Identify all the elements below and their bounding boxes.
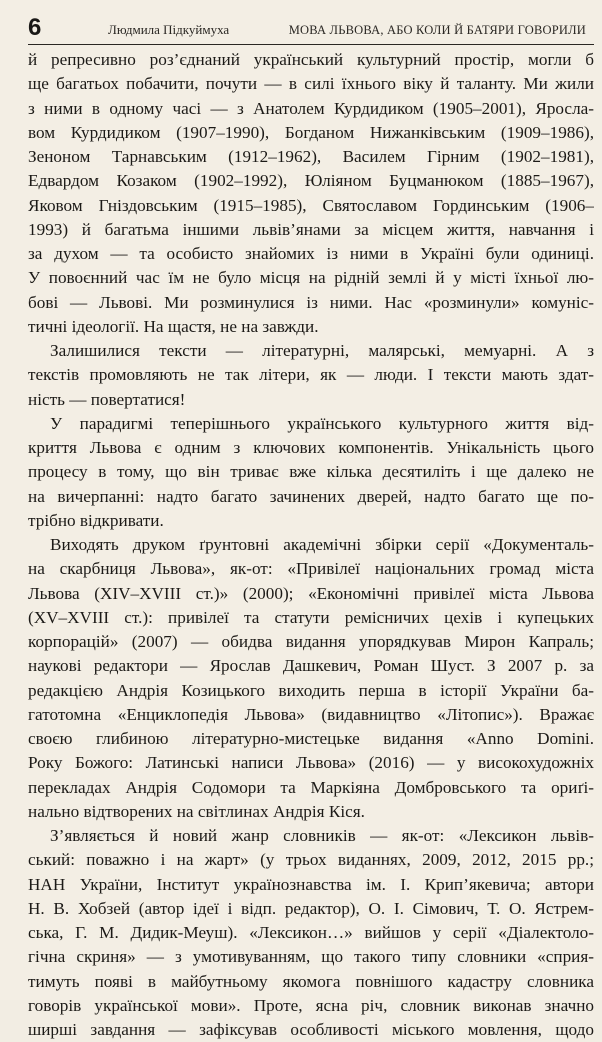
text-line: Виходять друком ґрунтовні академічні збірки серії «Документаль- [50,535,594,554]
text-line: з ними в одному часі — з Анатолем Курдидиком (1905–2001), Яросла- [28,98,594,118]
text-line: тимуть появі в майбутньому якомога повнішого кадастру словника [28,971,594,991]
text-line: наукові редактори — Ярослав Дашкевич, Роман Шуст. З 2007 р. за [28,656,594,676]
text-line: ність — повертатися! [28,389,186,409]
text-line: за духом — та особисто знайомих із ними в Україні були одиниці. [28,244,594,263]
text-line: текстів промовляють не так літери, як — люди. І тексти мають здат- [28,365,594,385]
text-line: Н. В. Хобзей (автор ідеї і відп. редактор), О. І. Сімович, Т. О. Ястрем- [28,898,594,918]
text-line: У парадигмі теперішнього українського культурного життя від- [50,413,594,433]
text-line: бові — Львові. Ми розминулися із ними. Нас «розминули» комуніс- [28,292,594,312]
text-line: перекладах Андрія Содомори та Маркіяна Домбровського та ориґі- [28,777,594,797]
body-text [28,48,594,1042]
text-line: корпорацій» (2007) — обидва видання упорядкував Мирон Капраль; [28,632,594,651]
text-line: тичні ідеології. На щастя, не на завжди. [28,316,319,336]
text-line: гатотомна «Енциклопедія Львова» (видавництво «Літопис»). Вражає [28,704,594,724]
page-header [28,14,594,45]
text-line: Зеноном Тарнавським (1912–1962), Василем Гірним (1902–1981), [28,147,594,166]
text-line: 1993) й багатьма іншими львів’янами за місцем життя, навчання і [28,219,594,239]
text-line: нально відтворених на світлинах Андрія Кіся. [28,801,365,821]
text-line: редакцією Андрія Козицького виходить перша в історії України ба- [28,680,594,700]
text-line: ширші завдання — зафіксував особливості міського мовлення, щодо [28,1020,594,1039]
text-line: криття Львова є одним з ключових компонентів. Унікальність цього [28,438,594,457]
text-line: (XV–XVIII ст.): привілеї та статути ремісничих цехів і купецьких [28,607,594,627]
text-line: Яковом Гніздовським (1915–1985), Святославом Гординським (1906– [28,195,594,215]
text-line: й репресивно роз’єднаний український культурний простір, могли б [28,50,594,69]
text-line: на скарбниця Львова», як-от: «Привілеї національних громад міста [28,559,594,579]
text-line: Року Божого: Латинські написи Львова» (2016) — у високохудожніх [28,753,594,773]
page-number: 6 [28,14,42,41]
text-line: Едвардом Козаком (1902–1992), Юліяном Буцманюком (1885–1967), [28,171,594,191]
text-line: говорів української мови». Проте, ясна річ, словник виконав значно [28,995,594,1015]
text-line: Залишилися тексти — літературні, малярські, мемуарні. А з [50,341,594,360]
text-line: гічна скриня» — з умотивуванням, що такого типу словники «сприя- [28,947,594,967]
text-line: У повоєнний час їм не було місця на рідній землі й у місті їхньої лю- [28,268,594,288]
text-line: ський: поважно і на жарт» (у трьох виданнях, 2009, 2012, 2015 рр.; [28,850,594,870]
text-line: Львова (XIV–XVIII ст.)» (2000); «Економічні привілеї міста Львова [28,583,594,603]
text-line: процесу в тому, що він триває вже кілька десятиліть і ще далеко не [28,462,594,482]
text-line: трібно відкривати. [28,510,164,530]
running-title: МОВА ЛЬВОВА, АБО КОЛИ Й БАТЯРИ ГОВОРИЛИ [288,23,586,37]
text-line: своєю глибиною літературно-мистецьке видання «Anno Domini. [28,729,594,748]
text-line: вом Курдидиком (1907–1990), Богданом Нижанківським (1909–1986), [28,122,594,142]
text-line: на вичерпанні: надто багато зачинених дверей, надто багато ще по- [28,486,594,506]
text-line: ська, Г. М. Дидик-Меуш). «Лексикон…» вийшов у серії «Діалектоло- [28,923,594,942]
text-line: НАН України, Інститут українознавства ім. І. Крип’якевича; автори [28,874,594,894]
text-line: ще багатьох побачити, почути — в силі їхнього віку й таланту. Ми жили [28,74,594,94]
text-line: З’являється й новий жанр словників — як-от: «Лексикон львів- [50,826,594,845]
header-author: Людмила Підкуймуха [108,22,230,37]
